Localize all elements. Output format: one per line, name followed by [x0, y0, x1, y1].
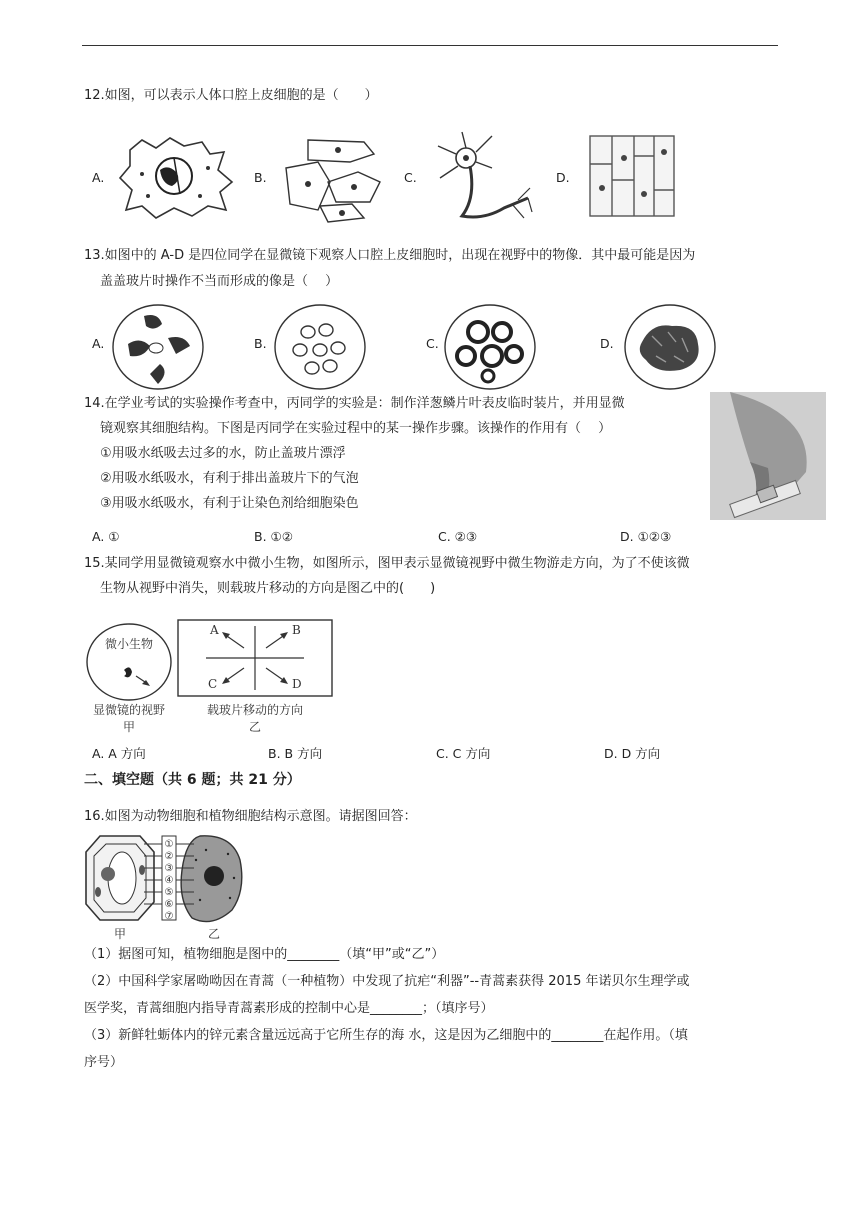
- q15-jia-caption2: 甲: [122, 720, 136, 734]
- q15-option-a: A. A 方向: [92, 746, 146, 761]
- q12-option-a-label: A.: [92, 170, 105, 185]
- q13-image-d: [622, 302, 718, 392]
- q12-option-c-label: C.: [404, 170, 417, 185]
- q13-image-c: [442, 302, 538, 392]
- q15-yi-caption2: 乙: [248, 720, 262, 734]
- q15-option-b: B. B 方向: [268, 746, 323, 761]
- q12-image-a: [112, 130, 240, 222]
- q15-yi-label-a: A: [210, 623, 219, 637]
- q14-item-3: ③用吸水纸吸水，有利于让染色剂给细胞染色: [100, 496, 359, 511]
- q15-stem-line1: 15.某同学用显微镜观察水中微小生物，如图所示，图甲表示显微镜视野中微生物游走方向，为了不使该微: [84, 556, 690, 571]
- q15-yi-label-c: C: [208, 677, 218, 691]
- q15-jia-caption1: 显微镜的视野: [92, 703, 166, 717]
- q16-fig-label-7: ⑦: [164, 911, 174, 922]
- q13-option-b-label: B.: [254, 336, 267, 351]
- q15-option-c: C. C 方向: [436, 746, 491, 761]
- q13-image-b: [272, 302, 368, 392]
- q14-option-c: C. ②③: [438, 529, 478, 544]
- q16-sub1: （1）据图可知，植物细胞是图中的________（填“甲”或“乙”）: [84, 947, 445, 962]
- top-rule: [82, 45, 778, 46]
- q16-fig-label-1: ①: [164, 839, 174, 850]
- q15-yi-caption1: 载玻片移动的方向: [206, 703, 304, 717]
- q13-stem-line1: 13.如图中的 A-D 是四位同学在显微镜下观察人口腔上皮细胞时，出现在视野中的物像．其中最可能是因为: [84, 248, 696, 263]
- q16-fig-caption-yi: 乙: [207, 927, 221, 941]
- q12-stem: 12.如图，可以表示人体口腔上皮细胞的是（ ）: [84, 88, 378, 103]
- q16-fig-label-6: ⑥: [164, 899, 174, 910]
- q16-fig-label-4: ④: [164, 875, 174, 886]
- q12-image-b: [278, 132, 390, 224]
- q16-sub3-line2: 序号）: [84, 1055, 124, 1070]
- q14-item-2: ②用吸水纸吸水，有利于排出盖玻片下的气泡: [100, 471, 359, 486]
- q13-stem-line2: 盖盖玻片时操作不当而形成的像是（ ）: [100, 274, 339, 289]
- q15-option-d: D. D 方向: [604, 746, 661, 761]
- q15-figure-jia: [84, 618, 174, 738]
- q13-option-c-label: C.: [426, 336, 439, 351]
- q16-figure-cells: [82, 830, 246, 942]
- q16-stem: 16.如图为动物细胞和植物细胞结构示意图。请据图回答：: [84, 809, 417, 824]
- q14-option-b: B. ①②: [254, 529, 293, 544]
- q14-option-a: A. ①: [92, 529, 120, 544]
- q13-image-a: [110, 302, 206, 392]
- q16-fig-label-2: ②: [164, 851, 174, 862]
- q15-yi-label-b: B: [292, 623, 301, 637]
- section-fill-in-title: 二、填空题（共 6 题；共 21 分）: [84, 772, 301, 788]
- q16-sub3-line1: （3）新鲜牡蛎体内的锌元素含量远远高于它所生存的海 水，这是因为乙细胞中的________在起作用。（填: [84, 1028, 688, 1043]
- q14-stem-line2: 镜观察其细胞结构。下图是丙同学在实验过程中的某一操作步骤。该操作的作用有（ ）: [100, 421, 612, 436]
- q15-yi-label-d: D: [292, 677, 302, 691]
- q13-option-a-label: A.: [92, 336, 105, 351]
- q14-stem-line1: 14.在学业考试的实验操作考查中，丙同学的实验是：制作洋葱鳞片叶表皮临时装片，并用显微: [84, 396, 625, 411]
- q16-fig-label-5: ⑤: [164, 887, 174, 898]
- q14-photo-blotting: [710, 392, 826, 520]
- q16-sub2-line1: （2）中国科学家屠呦呦因在青蒿（一种植物）中发现了抗疟“利器”--青蒿素获得 2015 年诺贝尔生理学或: [84, 974, 690, 989]
- q15-figure-yi: [176, 618, 336, 738]
- q15-jia-inner-label: 微小生物: [104, 637, 154, 651]
- q12-option-d-label: D.: [556, 170, 570, 185]
- q16-sub2-line2: 医学奖，青蒿细胞内指导青蒿素形成的控制中心是________；（填序号）: [84, 1001, 494, 1016]
- q14-item-1: ①用吸水纸吸去过多的水，防止盖玻片漂浮: [100, 446, 346, 461]
- q12-option-b-label: B.: [254, 170, 267, 185]
- q16-fig-caption-jia: 甲: [113, 927, 127, 941]
- q13-option-d-label: D.: [600, 336, 614, 351]
- q12-image-c: [432, 128, 534, 224]
- q12-image-d: [588, 134, 676, 218]
- q14-option-d: D. ①②③: [620, 529, 672, 544]
- q15-stem-line2: 生物从视野中消失，则载玻片移动的方向是图乙中的( ): [100, 581, 436, 596]
- q16-fig-label-3: ③: [164, 863, 174, 874]
